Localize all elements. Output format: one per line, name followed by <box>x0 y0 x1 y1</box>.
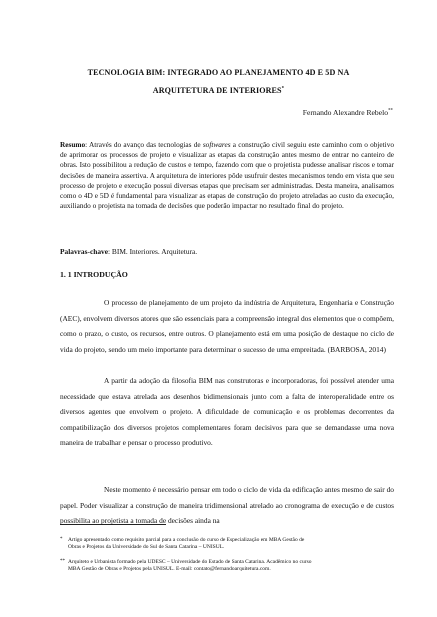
title-line-2 <box>60 82 377 100</box>
footnote-1-line-1: Artigo apresentado como requisito parcial para a conclusão do curso de Especialização em MBA Gestão de <box>68 537 305 543</box>
author-text: Fernando Alexandre Rebelo <box>302 108 388 117</box>
body-paragraph-1: O processo de planejamento de um projeto da indústria de Arquitetura, Engenharia e Construção (AEC), envolvem diversos atores que são essenciais para a compreensão integral dos elementos que o compõem, como o prazo, o custo, os recursos, entre outros. O planejamento está em uma posição de destaque no ciclo de vida do projeto, sendo um meio importante para determinar o sucesso de uma empreitada. (BARBOSA, 2014) <box>60 298 394 354</box>
section-heading-introduction: 1. 1 INTRODUÇÃO <box>60 270 128 279</box>
keywords-label: Palavras-chave <box>60 247 109 256</box>
author-name <box>303 108 393 117</box>
footnote-1-line-2: Obras e Projetos da Universidade do Sul de Santa Catarina – UNISUL. <box>68 544 225 551</box>
body-paragraph-2: A partir da adoção da filosofia BIM nas construtoras e incorporadoras, foi possível atender uma necessidade que estava atrelada aos desenhos bidimensionais junto com a falta de interoperalidade entre os diversos agentes que envolvem o projeto. A dificuldade de comunicação e os problemas decorrentes da compatibilização dos diversos projetos complementares foram decisivos para que se demandasse uma nova maneira de trabalhar e pensar o processo produtivo. <box>60 376 394 448</box>
footnote-2-line-1: Arquiteto e Urbanista formado pela UDESC – Universidade do Estado de Santa Catarina. Acadêmico no curso <box>68 559 312 565</box>
abstract-label: Resumo <box>60 140 86 149</box>
footnote-2 <box>60 559 394 574</box>
keywords-text: : BIM. Interiores. Arquitetura. <box>108 247 198 256</box>
abstract-text: a construção civil seguiu este caminho com o objetivo de aprimorar os processos de projeto e visualizar as etapas da construção antes mesmo de entrar no canteiro de obras. Isto possibilitou a redução de custos e tempo, fazendo com que o projetista pudesse analisar riscos e tomar decisões de maneira assertiva. A arquitetura de interiores pôde usufruir destes mecanismos tendo em vista que seu processo de projeto e execução possui diversas etapas que precisam ser administradas. Desta maneira, analisamos como o 4D e 5D é fundamental para visualizar as etapas de construção do projeto atreladas ao custo da execução, auxiliando o projetista na tomada de decisões que poderão impactar no resultado final do projeto. <box>60 140 395 211</box>
title-line-2-text: ARQUITETURA DE INTERIORES <box>152 86 282 95</box>
abstract-italic-term: softwares <box>202 140 231 149</box>
paper-title <box>60 64 377 100</box>
body-paragraph-3: Neste momento é necessário pensar em todo o ciclo de vida da edificação antes mesmo de sair do papel. Poder visualizar a construção de maneira tridimensional atrelado ao cronograma de execução e de custos possibilita ao projetista a tomada de decisões ainda na <box>60 485 394 526</box>
footnote-2-mark: ** <box>60 559 65 564</box>
footnote-2-line-2: MBA Gestão de Obras e Projetos pela UNISUL. E-mail: contato@fernandoarquitetura.com. <box>68 566 271 573</box>
abstract <box>60 140 394 211</box>
title-line-1: TECNOLOGIA BIM: INTEGRADO AO PLANEJAMENTO 4D E 5D NA <box>87 68 350 77</box>
footnote-1 <box>60 537 394 552</box>
author-footnote-mark: ** <box>388 108 393 114</box>
title-footnote-mark: * <box>281 86 285 92</box>
keywords <box>60 247 394 257</box>
footnote-divider <box>60 524 166 525</box>
footnote-1-mark: * <box>60 537 63 542</box>
abstract-prefix: : Através do avanço das tecnologias de <box>85 140 203 149</box>
